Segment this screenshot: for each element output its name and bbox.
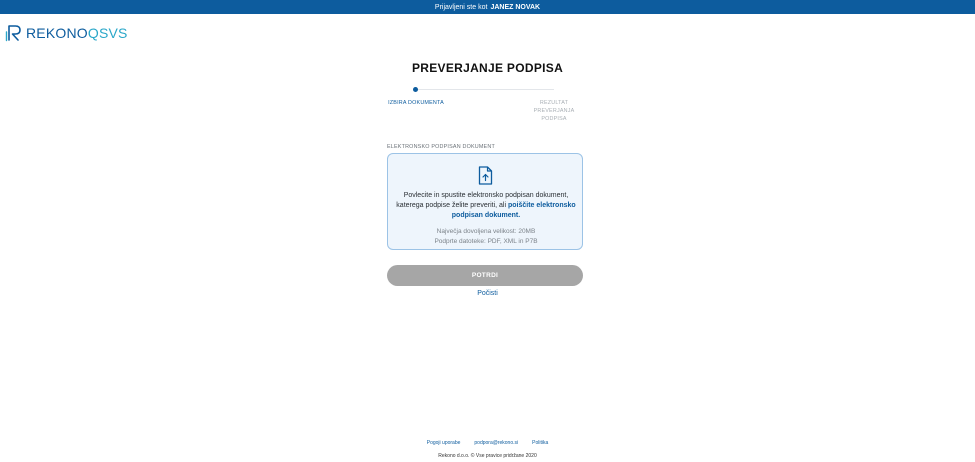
- user-name: JANEZ NOVAK: [490, 3, 541, 11]
- confirm-button[interactable]: POTRDI: [387, 265, 583, 286]
- top-bar: [0, 0, 975, 14]
- footer-link-policy[interactable]: Politika: [532, 440, 549, 446]
- footer-link-support-email[interactable]: podpora@rekono.si: [474, 440, 519, 446]
- browse-document-link[interactable]: poiščite elektronsko podpisan dokument.: [451, 202, 576, 219]
- stepper: [380, 86, 590, 126]
- dropzone-message: [396, 191, 576, 221]
- step-verification-result: REZULTAT PREVERJANJA PODPISA: [533, 100, 575, 122]
- logo[interactable]: [5, 24, 128, 42]
- dropzone-instructions: Povlecite in spustite elektronsko podpisan dokument, katerega podpise želite preveriti, ali: [396, 192, 569, 209]
- upload-field-label: ELEKTRONSKO PODPISAN DOKUMENT: [387, 144, 495, 150]
- document-dropzone[interactable]: [387, 153, 583, 250]
- clear-link[interactable]: Počisti: [477, 290, 498, 297]
- rekono-logo-icon: [5, 24, 23, 42]
- stepper-track: [416, 89, 554, 90]
- page-title: PREVERJANJE PODPISA: [411, 61, 564, 75]
- stepper-active-dot: [413, 87, 418, 92]
- footer-link-terms[interactable]: Pogoji uporabe: [426, 440, 461, 446]
- supported-formats-text: Podprte datoteke: PDF, XML in P7B: [434, 238, 538, 245]
- step-document-selection: IZBIRA DOKUMENTA: [388, 100, 444, 106]
- copyright-text: Rekono d.o.o. © Vse pravice pridržane 2020: [438, 453, 537, 459]
- footer-links: [0, 440, 975, 446]
- logged-in-label: Prijavljeni ste kot: [434, 3, 488, 11]
- file-upload-icon: [478, 166, 493, 185]
- upload-constraints: [396, 227, 576, 247]
- logo-text: REKONOQSVS: [26, 25, 128, 41]
- max-size-text: Največja dovoljena velikost: 20MB: [436, 228, 536, 235]
